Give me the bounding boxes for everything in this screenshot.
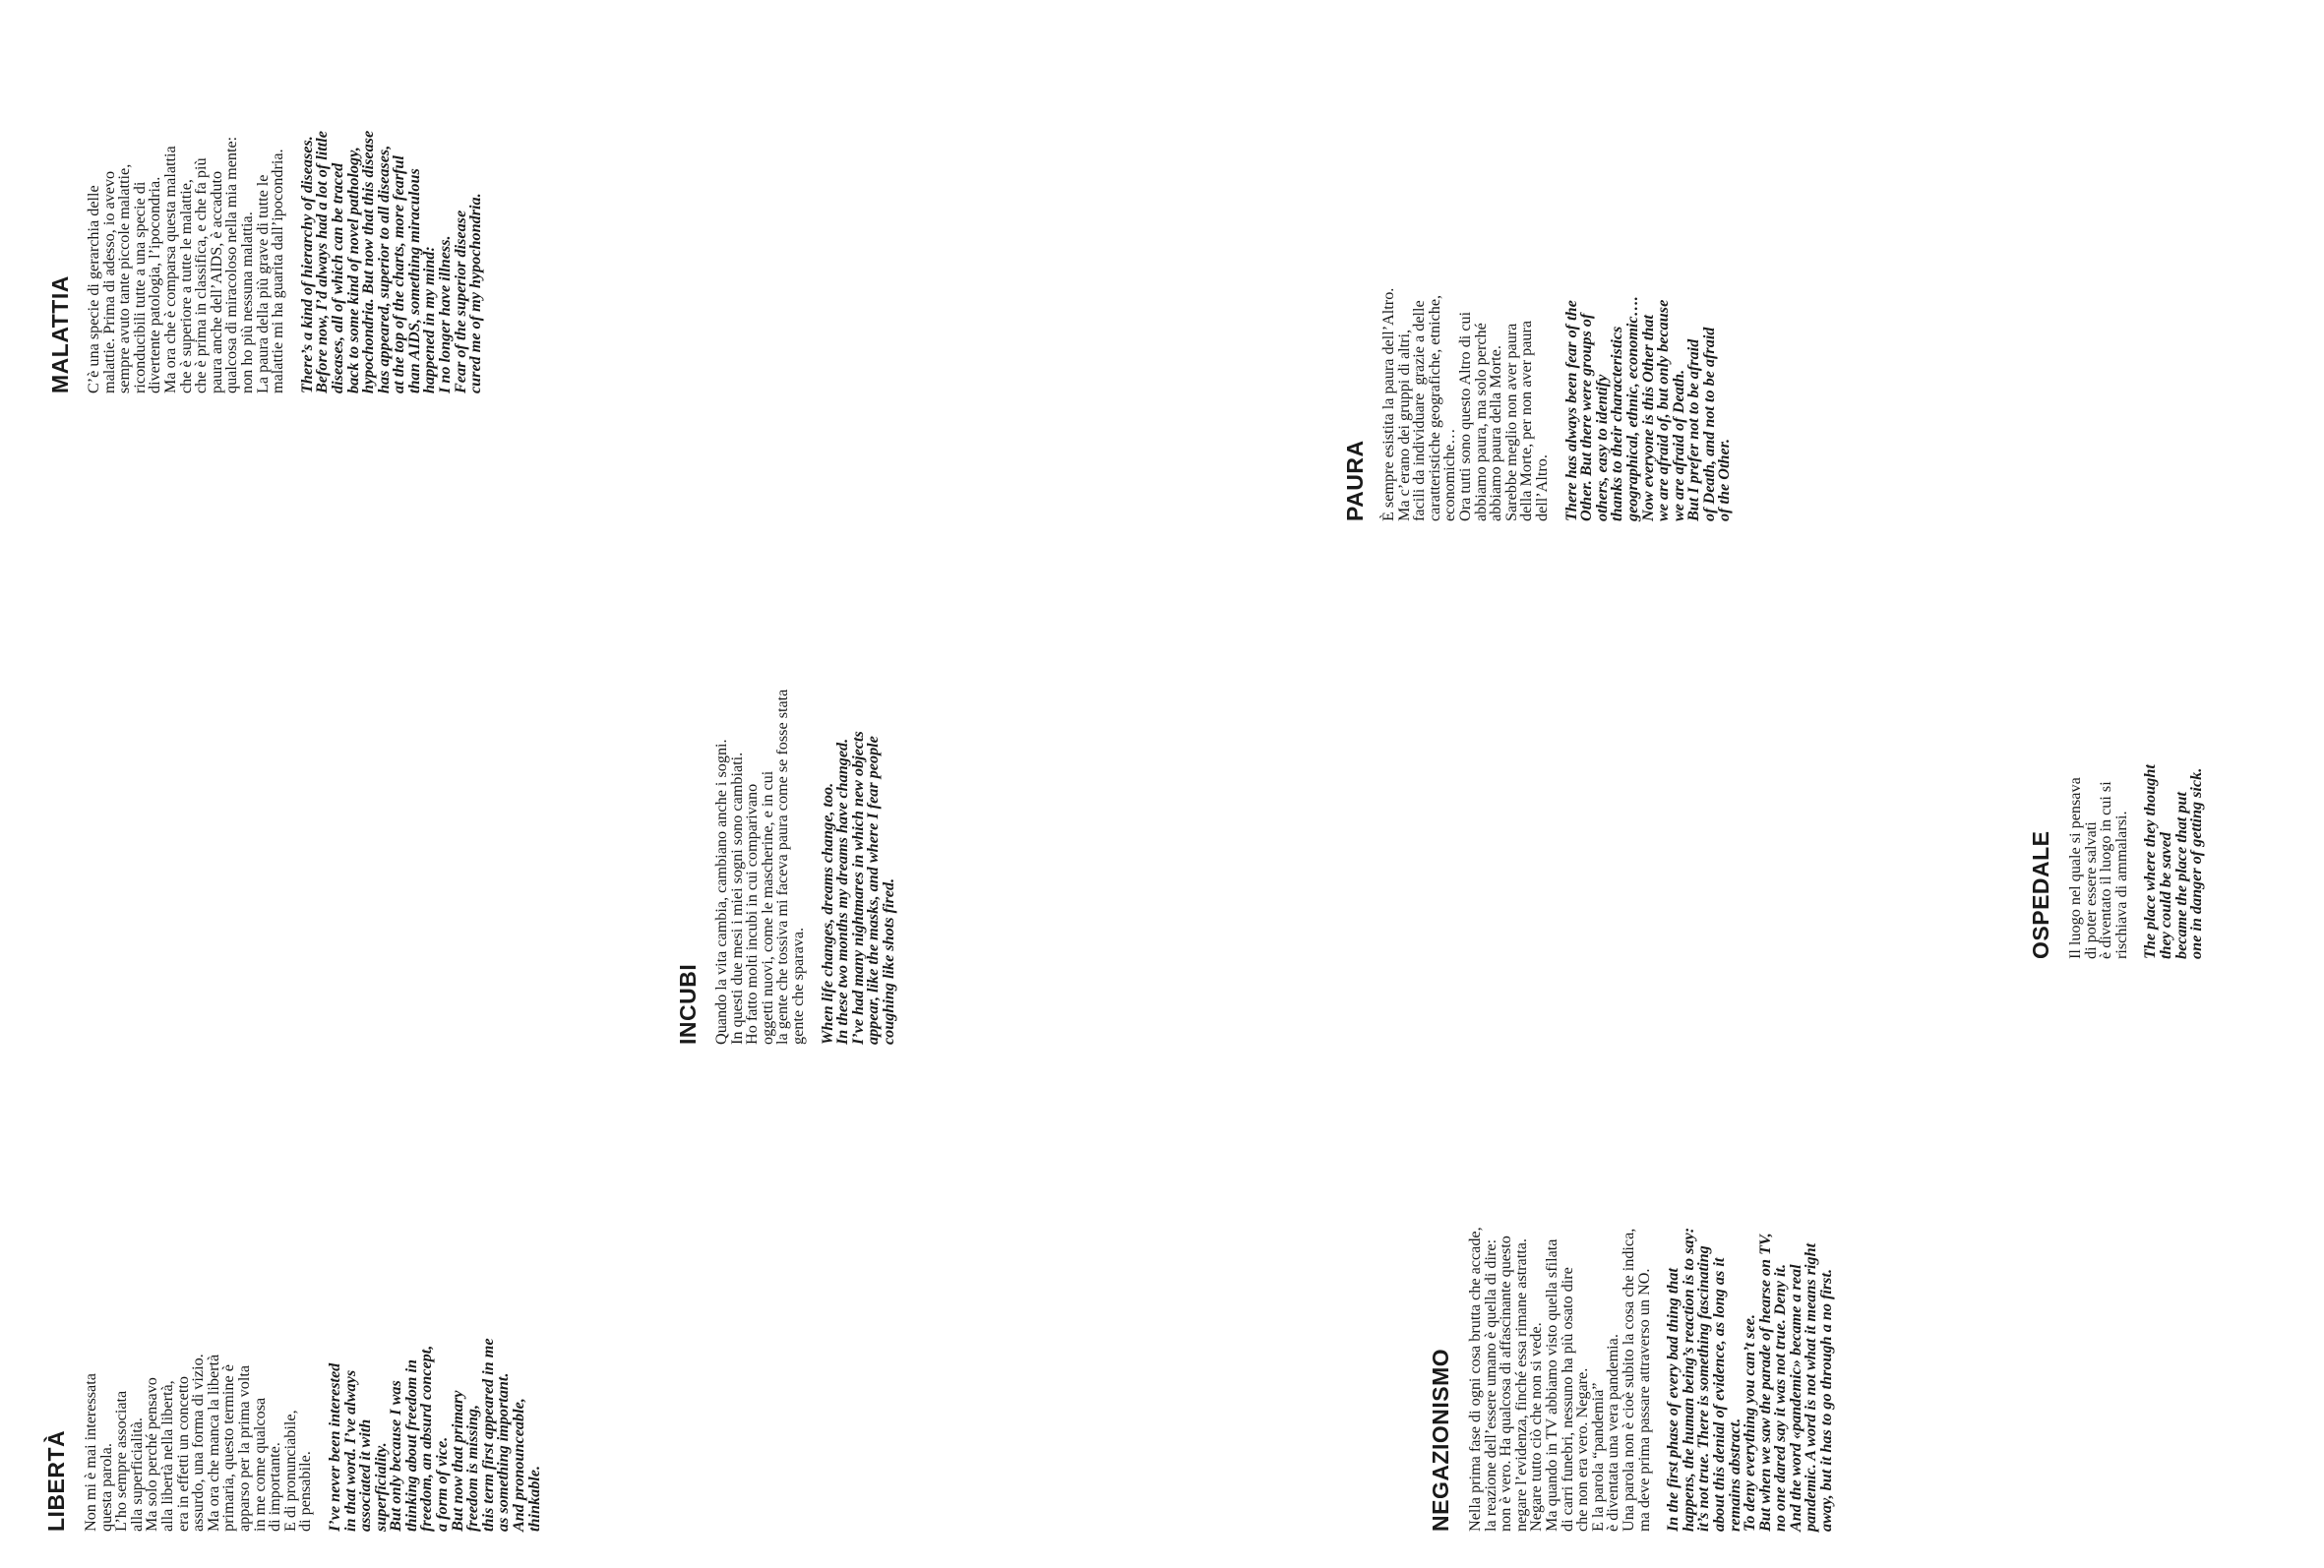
english-text: The place where they thought they could be saved became the place that put one in danger of getting sick. (2141, 764, 2206, 959)
section-title: LIBERTÀ (43, 1429, 69, 1532)
italian-text: Il luogo nel quale si pensava di poter essere salvati è diventato il luogo in cui si rischiava di ammalarsi. (2066, 777, 2130, 959)
italian-text: È sempre esistita la paura dell’Altro. Ma c’erano dei gruppi di altri, facili da individuare grazie a delle caratteristiche geografiche, etniche, economiche… Ora tutti sono questo Altro di cui abbiamo paura, ma solo perché abbiamo paura della Morte. Sarebbe meglio non aver paura della Morte, per non aver paura dell’Altro. (1379, 287, 1551, 521)
section-title: MALATTIA (47, 275, 73, 393)
italian-text: C’è una specie di gerarchia delle malattie. Prima di adesso, io avevo sempre avuto tante piccole malattie, riconducibili tutte a una specie di divertente patologia, l’ipocondria. Ma ora che è comparsa questa malattia che è superiore a tutte le malattie, che è prima in classifica, e che fa più paura anche dell’AIDS, è accaduto qualcosa di miracoloso nella mia mente: non ho più nessuna malattia. La paura della più grave di tutte le malattie mi ha guarita dall’ipocondria. (85, 136, 287, 393)
section-liberta (45, 1338, 542, 1532)
section-ospedale (2030, 764, 2205, 959)
italian-text: Non mi è mai interessata questa parola. L’ho sempre associata alla superficialità. Ma solo perché pensavo alla libertà nella libertà, era in effetti un concetto assurdo, una forma di vizio. Ma ora che manca la libertà primaria, questo termine è apparso per la prima volta in me come qualcosa di importante. E di pronunciabile, di pensabile. (82, 1354, 315, 1532)
italian-text: Nella prima fase di ogni cosa brutta che accade, la reazione dell’essere umano è quella di dire: non è vero. Ha qualcosa di affascinante questo negare l’evidenza, finché essa rimane astratta. Negare tutto ciò che non si vede. Ma quando in TV abbiamo visto quella sfilata di carri funebri, nessuno ha più osato dire che non era vero. Negare. E la parola “pandemia” è diventata una vera pandemia. Una parola non è cioè subito la cosa che indica, ma deve prima passare attraverso un NO. (1466, 1227, 1653, 1532)
english-text: There’s a kind of hierarchy of diseases. Before now, I’d always had a lot of little diseases, all of which can be traced back to some kind of novel pathology, hypochondria. But now that this disease has appeared, superior to all diseases, at the top of the charts, more fearful than AIDS, something miraculous happened in my mind: I no longer have illness. Fear of the superior disease cured me of my hypochondria. (297, 130, 485, 393)
section-title: INCUBI (675, 963, 701, 1045)
italian-text: Quando la vita cambia, cambiano anche i sogni. In questi due mesi i miei sogni sono cambiati. Ho fatto molti incubi in cui comparivano oggetti nuovi, come le mascherine, e in cui la gente che tossiva mi faceva paura come se fosse stata gente che sparava. (712, 689, 807, 1045)
section-title: OSPEDALE (2028, 830, 2053, 959)
english-text: In the first phase of every bad thing that happens, the human being’s reaction is to say: it’s not true. There is something fascinating about this denial of evidence, as long as it remains abstract. To deny everything you can’t see. But when we saw the parade of hearse on TV, no one dared say it was not true. Deny it. And the word «pandemic» became a real pandemic. A word is not what it means right away, but it has to go through a no first. (1664, 1227, 1836, 1532)
english-text: When life changes, dreams change, too. In these two months my dreams have changed. I’ve had many nightmares in which new objects appear, like the masks, and where I fear people coughing like shots fired. (818, 731, 897, 1045)
section-title: PAURA (1342, 440, 1368, 521)
section-malattia (49, 131, 484, 393)
section-negazionismo (1430, 1227, 1835, 1532)
english-text: There has always been fear of the Other. But there were groups of others, easy to identify thanks to their characteristics geographical, ethnic, economic…. Now everyone is this Other that we are afraid of, but only because we are afraid of Death. But I prefer not to be afraid of Death, and not to be afraid of the Other. (1561, 296, 1734, 521)
section-incubi (677, 690, 897, 1045)
section-paura (1344, 288, 1733, 521)
english-text: I’ve never been interested in that word. I’ve always associated it with superficiality. But only because I was thinking about freedom in freedom, an absurd concept, a form of vice. But now that primary freedom is missing, this term first appeared in me as something important. And pronounceable, thinkable. (325, 1338, 543, 1532)
section-title: NEGAZIONISMO (1428, 1348, 1453, 1532)
